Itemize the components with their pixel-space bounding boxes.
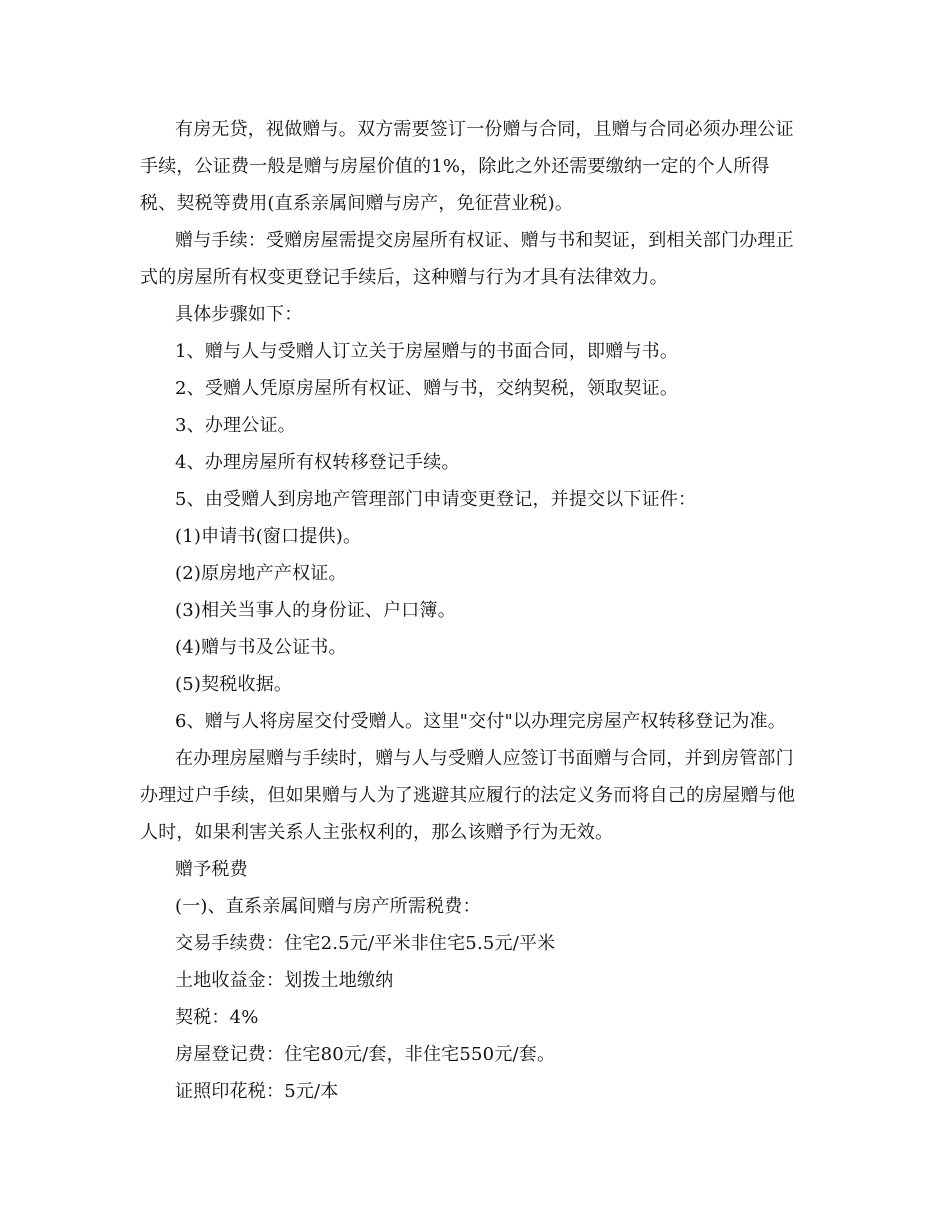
paragraph-1-line-3: 税、契税等费用(直系亲属间赠与房产，免征营业税)。 (140, 193, 574, 214)
document-item-3: (3)相关当事人的身份证、户口簿。 (175, 600, 456, 621)
paragraph-3-line-3: 人时，如果利害关系人主张权利的，那么该赠予行为无效。 (140, 822, 614, 843)
paragraph-3-line-2: 办理过户手续，但如果赠与人为了逃避其应履行的法定义务而将自己的房屋赠与他 (140, 785, 796, 806)
paragraph-1-line-2: 手续，公证费一般是赠与房屋价值的1%，除此之外还需要缴纳一定的个人所得 (140, 156, 770, 177)
tax-subheading: (一)、直系亲属间赠与房产所需税费： (175, 896, 481, 917)
paragraph-1-line-1: 有房无贷，视做赠与。双方需要签订一份赠与合同，且赠与合同必须办理公证 (175, 119, 794, 140)
paragraph-2-line-2: 式的房屋所有权变更登记手续后，这种赠与行为才具有法律效力。 (140, 267, 668, 288)
tax-item-transaction-fee: 交易手续费：住宅2.5元/平米非住宅5.5元/平米 (175, 933, 556, 954)
tax-item-stamp-duty: 证照印花税：5元/本 (175, 1081, 339, 1102)
step-2: 2、受赠人凭原房屋所有权证、赠与书，交纳契税，领取契证。 (175, 378, 679, 399)
document-item-2: (2)原房地产产权证。 (175, 563, 347, 584)
step-5: 5、由受赠人到房地产管理部门申请变更登记，并提交以下证件： (175, 489, 697, 510)
tax-item-deed-tax: 契税：4% (175, 1007, 259, 1028)
document-item-1: (1)申请书(窗口提供)。 (175, 526, 362, 547)
tax-item-land-revenue: 土地收益金：划拨土地缴纳 (175, 970, 394, 991)
steps-heading: 具体步骤如下： (175, 304, 303, 325)
step-6: 6、赠与人将房屋交付受赠人。这里"交付"以办理完房屋产权转移登记为准。 (175, 711, 787, 732)
section-heading-tax: 赠予税费 (175, 859, 248, 880)
step-4: 4、办理房屋所有权转移登记手续。 (175, 452, 460, 473)
paragraph-2-line-1: 赠与手续：受赠房屋需提交房屋所有权证、赠与书和契证，到相关部门办理正 (175, 230, 794, 251)
tax-item-registration-fee: 房屋登记费：住宅80元/套，非住宅550元/套。 (175, 1044, 556, 1065)
step-3: 3、办理公证。 (175, 415, 296, 436)
paragraph-3-line-1: 在办理房屋赠与手续时，赠与人与受赠人应签订书面赠与合同，并到房管部门 (175, 748, 794, 769)
document-item-4: (4)赠与书及公证书。 (175, 637, 347, 658)
step-1: 1、赠与人与受赠人订立关于房屋赠与的书面合同，即赠与书。 (175, 341, 679, 362)
document-item-5: (5)契税收据。 (175, 674, 293, 695)
